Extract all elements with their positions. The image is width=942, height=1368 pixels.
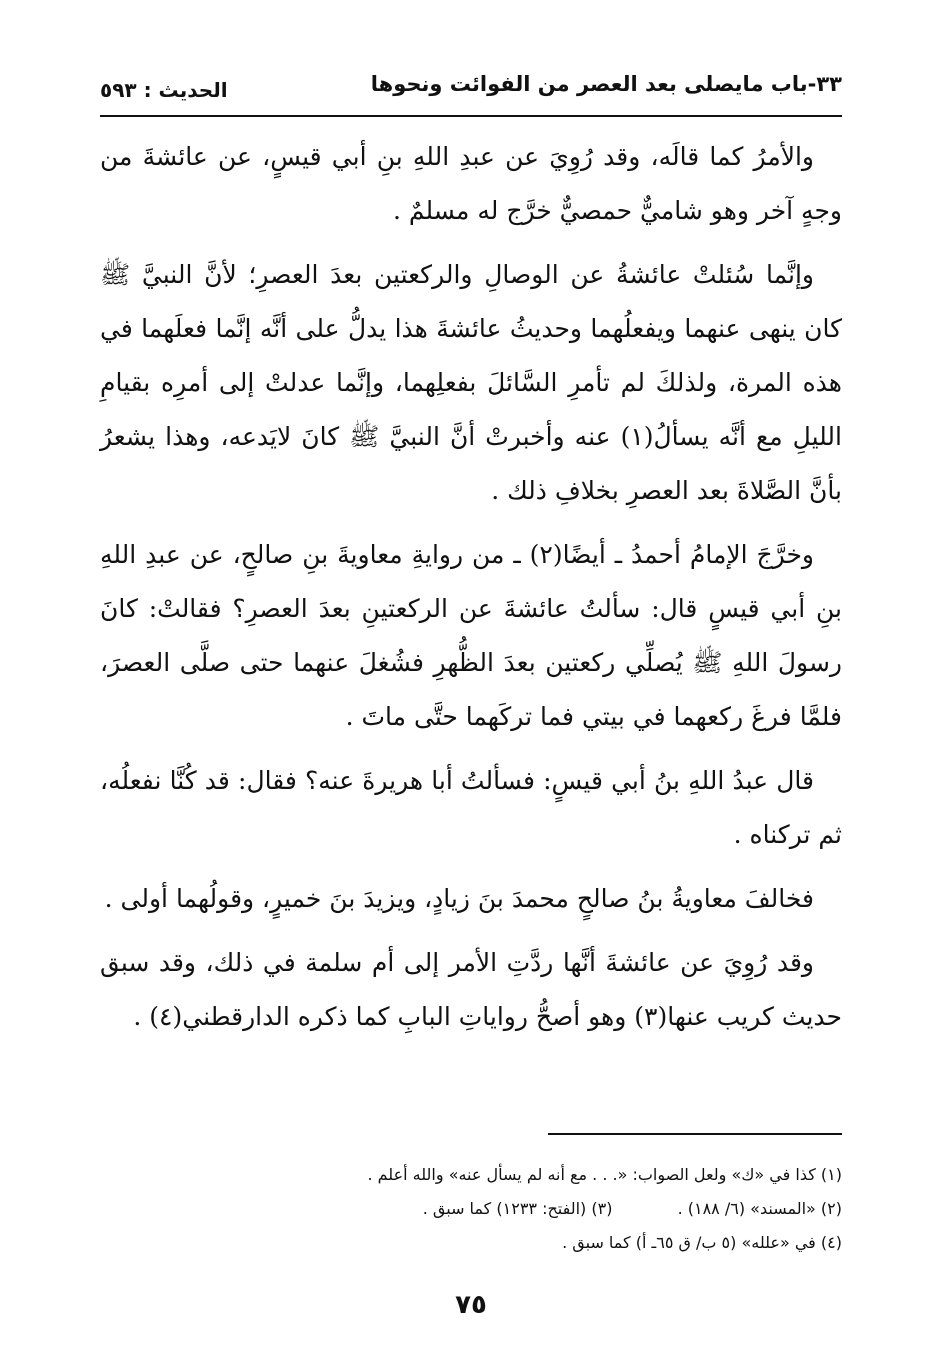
paragraph-5: فخالفَ معاويةُ بنُ صالحٍ محمدَ بنَ زيادٍ، ويزيدَ بنَ خميرٍ، وقولُهما أولى . [104, 884, 814, 913]
hadith-number: الحديث : ٥٩٣ [100, 78, 228, 102]
footnote-4: (٤) في «علله» (٥ ب/ ق ٦٥ـ أ) كما سبق . [562, 1233, 842, 1252]
page-number: ٧٥ [455, 1290, 487, 1320]
footnote-3: (٣) (الفتح: ١٢٣٣) كما سبق . [422, 1199, 613, 1218]
footnote-divider [548, 1133, 842, 1135]
paragraph-1: والأمرُ كما قالَه، وقد رُوِيَ عن عبدِ اللهِ بنِ أبي قيسٍ، عن عائشةَ من وجهٍ آخر وهو شاميٌّ حمصيٌّ خرَّج له مسلمٌ . [100, 142, 842, 225]
paragraph-3: وخرَّجَ الإمامُ أحمدُ ـ أيضًا(٢) ـ من روايةِ معاويةَ بنِ صالحٍ، عن عبدِ اللهِ بنِ أبي قيسٍ قال: سألتُ عائشةَ عن الركعتينِ بعدَ العصرِ؟ فقالتْ: كانَ رسولَ اللهِ ﷺ يُصلِّي ركعتين بعدَ الظُّهرِ فشُغلَ عنهما حتى صلَّى العصرَ، فلمَّا فرغَ ركعهما في بيتي فما تركَهما حتَّى ماتَ . [100, 540, 842, 731]
footnote-1: (١) كذا في «ك» ولعل الصواب: «. . . مع أنه لم يسأل عنه» والله أعلم . [367, 1165, 842, 1184]
paragraph-4: قال عبدُ اللهِ بنُ أبي قيسٍ: فسألتُ أبا هريرةَ عنه؟ فقال: قد كُنَّا نفعلُه، ثم تركناه . [100, 766, 842, 849]
footnote-row-2 [120, 1192, 842, 1226]
paragraph-2: وإنَّما سُئلتْ عائشةُ عن الوصالِ والركعتين بعدَ العصرِ؛ لأنَّ النبيَّ ﷺ كان ينهى عنهما ويفعلُهما وحديثُ عائشةَ هذا يدلُّ على أنَّه إنَّما فعلَهما في هذه المرة، ولذلكَ لم تأمرِ السَّائلَ بفعلِهما، وإنَّما عدلتْ إلى أمرِه بقيامِ الليلِ مع أنَّه يسألُ(١) عنه وأخبرتْ أنَّ النبيَّ ﷺ كانَ لايَدعه، وهذا يشعرُ بأنَّ الصَّلاةَ بعد العصرِ بخلافِ ذلك . [100, 260, 842, 505]
paragraph-6: وقد رُوِيَ عن عائشةَ أنَّها ردَّتِ الأمر إلى أم سلمة في ذلك، وقد سبق حديث كريب عنها(٣) وهو أصحُّ رواياتِ البابِ كما ذكره الدارقطني(٤) . [100, 948, 842, 1031]
main-text [100, 130, 842, 1054]
footnotes [120, 1158, 842, 1260]
footnote-2: (٢) «المسند» (٦/ ١٨٨) . [677, 1199, 842, 1218]
page-header [100, 68, 842, 108]
chapter-title: ٣٣-باب مايصلى بعد العصر من الفوائت ونحوها [370, 72, 842, 96]
header-divider [100, 115, 842, 117]
